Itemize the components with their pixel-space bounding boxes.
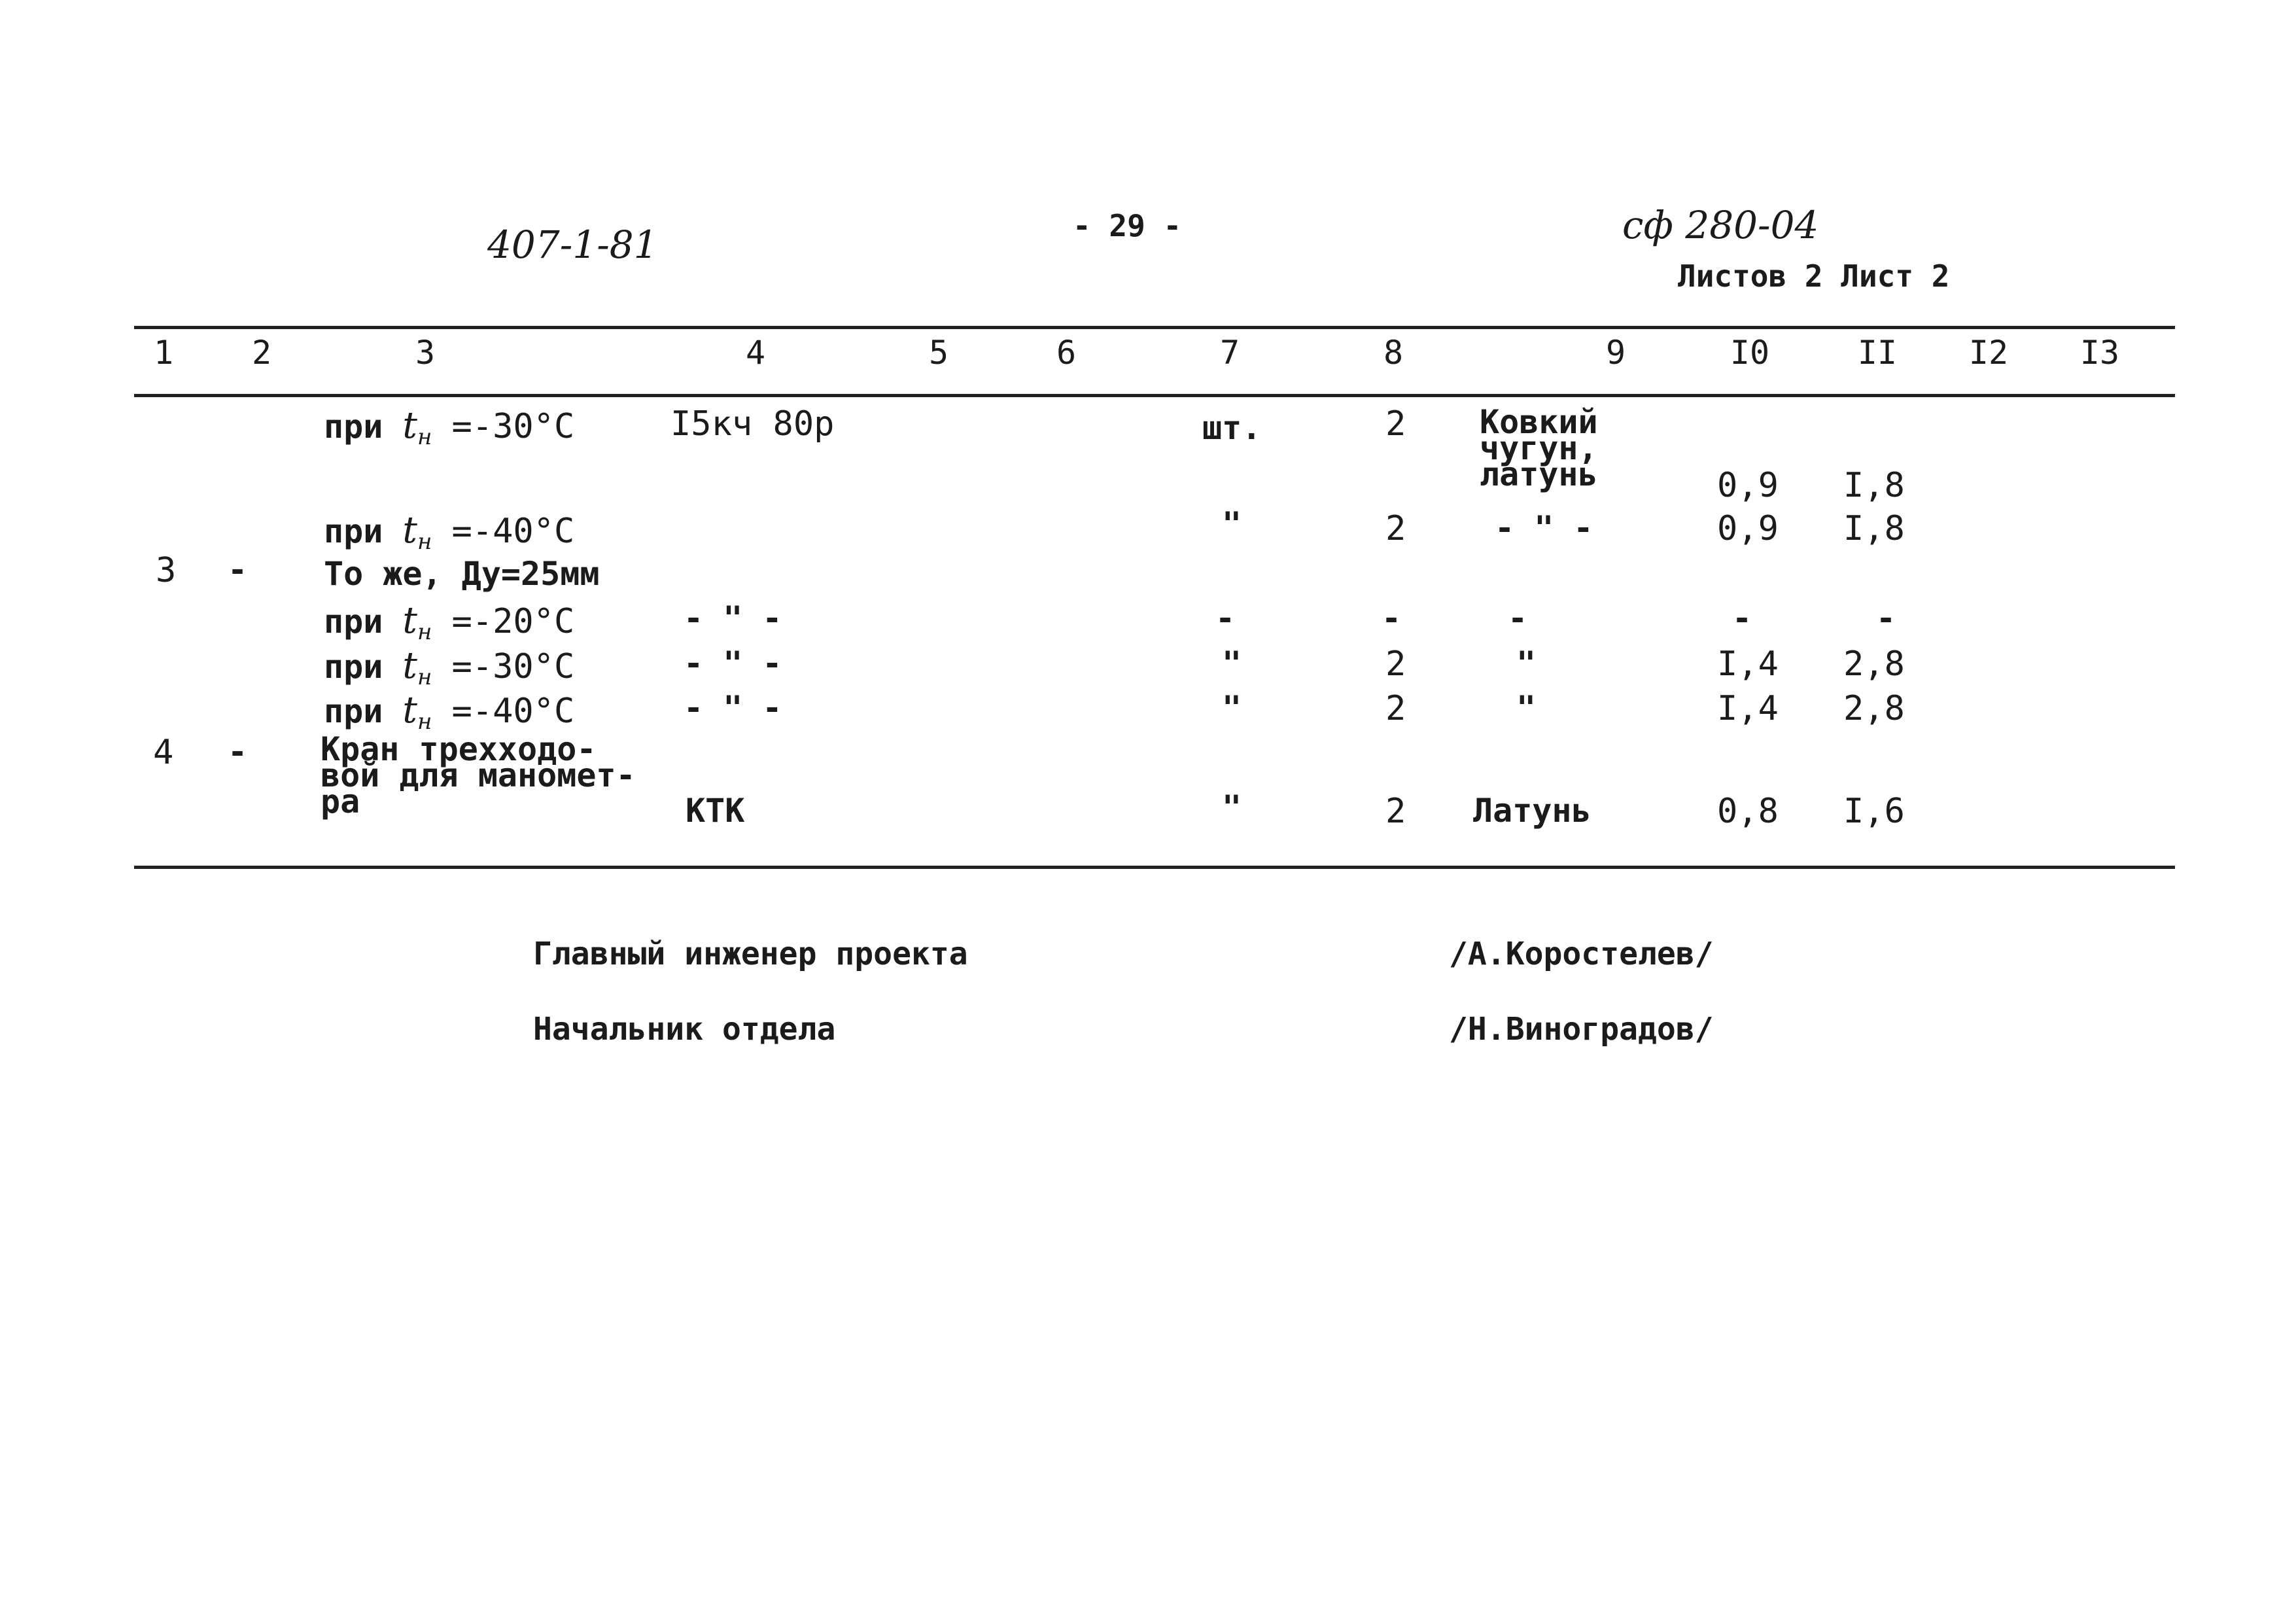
row-value-10: I,4	[1717, 689, 1779, 728]
row-unit: "	[1222, 689, 1242, 727]
temperature-symbol: tн	[402, 644, 432, 690]
temperature-value: =-30°С	[451, 647, 575, 686]
column-header-8: 8	[1383, 334, 1404, 372]
row-value-10: 0,9	[1717, 466, 1779, 505]
document-code: 407-1-81	[487, 222, 658, 267]
table-top-rule	[134, 326, 2175, 329]
row-quantity: 2	[1385, 689, 1406, 728]
temperature-prefix: при	[324, 692, 383, 730]
column-header-13: I3	[2079, 334, 2120, 372]
row-designation: КТК	[686, 792, 745, 830]
row-unit: "	[1222, 644, 1242, 682]
temperature-prefix: при	[324, 603, 383, 641]
row-value-11: I,8	[1843, 466, 1905, 505]
row-description	[324, 644, 574, 690]
temperature-symbol: tн	[402, 509, 432, 555]
row-dash: -	[228, 733, 248, 771]
row-value-11: I,6	[1843, 792, 1905, 831]
row-value-11: 2,8	[1843, 644, 1905, 684]
chief-engineer-role: Главный инженер проекта	[533, 936, 968, 972]
row-designation: I5кч 80р	[670, 404, 835, 444]
temperature-prefix: при	[324, 648, 383, 686]
row-material: "	[1516, 689, 1537, 727]
column-header-7: 7	[1219, 334, 1240, 372]
row-designation: - " -	[684, 599, 782, 637]
row-value-10: 0,8	[1717, 792, 1779, 831]
row-value-11: I,8	[1843, 509, 1905, 548]
row-quantity: 2	[1385, 792, 1406, 831]
row-material: - " -	[1495, 509, 1593, 547]
department-head-name: /Н.Виноградов/	[1449, 1011, 1714, 1048]
row-description	[324, 599, 574, 645]
temperature-value: =-40°С	[451, 512, 575, 551]
column-header-4: 4	[745, 334, 766, 372]
row-value-10: 0,9	[1717, 509, 1779, 548]
row-quantity: 2	[1385, 644, 1406, 684]
row-value-11: -	[1876, 599, 1896, 637]
row-designation: - " -	[684, 689, 782, 727]
temperature-prefix: при	[324, 408, 383, 446]
row-value-10: I,4	[1717, 644, 1779, 684]
column-header-2: 2	[251, 334, 272, 372]
row-description: Кран трехходо- вой для маномет- ра	[321, 730, 636, 821]
row-description	[324, 509, 574, 555]
row-value-11: 2,8	[1843, 689, 1905, 728]
department-head-role: Начальник отдела	[533, 1011, 836, 1048]
column-header-9: 9	[1605, 334, 1626, 372]
row-unit: шт.	[1202, 409, 1262, 447]
temperature-prefix: при	[324, 512, 383, 550]
column-header-1: 1	[153, 334, 174, 372]
temperature-value: =-20°С	[451, 602, 575, 641]
column-header-12: I2	[1968, 334, 2009, 372]
row-material: Латунь	[1473, 792, 1592, 830]
row-quantity: 2	[1385, 404, 1406, 444]
row-quantity: 2	[1385, 509, 1406, 548]
row-material: -	[1508, 599, 1528, 637]
header-bottom-rule	[134, 394, 2175, 397]
row-description	[324, 404, 574, 450]
row-description	[324, 689, 574, 735]
temperature-symbol: tн	[402, 599, 432, 645]
sheet-code: сф 280-04	[1622, 203, 1819, 247]
row-number: 4	[153, 733, 174, 772]
temperature-value: =-30°С	[451, 407, 575, 446]
table-bottom-rule	[134, 866, 2175, 869]
column-header-3: 3	[415, 334, 436, 372]
row-description: То же, Ду=25мм	[324, 555, 600, 593]
row-material: "	[1516, 644, 1537, 682]
temperature-symbol: tн	[402, 689, 432, 735]
column-header-5: 5	[928, 334, 949, 372]
row-value-10: -	[1732, 599, 1752, 637]
column-header-10: I0	[1730, 334, 1770, 372]
column-header-11: II	[1857, 334, 1898, 372]
temperature-symbol: tн	[402, 404, 432, 450]
column-header-6: 6	[1056, 334, 1077, 372]
row-designation: - " -	[684, 644, 782, 682]
sheets-info: Листов 2 Лист 2	[1678, 258, 1950, 294]
row-quantity: -	[1382, 599, 1402, 637]
row-material: Ковкий чугун, латунь	[1480, 403, 1598, 493]
row-unit: "	[1222, 505, 1242, 543]
row-number: 3	[156, 551, 177, 590]
row-dash: -	[228, 551, 248, 589]
page-number: - 29 -	[1073, 208, 1182, 243]
row-unit: -	[1215, 599, 1236, 637]
row-unit: "	[1222, 788, 1242, 826]
chief-engineer-name: /А.Коростелев/	[1449, 936, 1714, 972]
temperature-value: =-40°С	[451, 692, 575, 731]
